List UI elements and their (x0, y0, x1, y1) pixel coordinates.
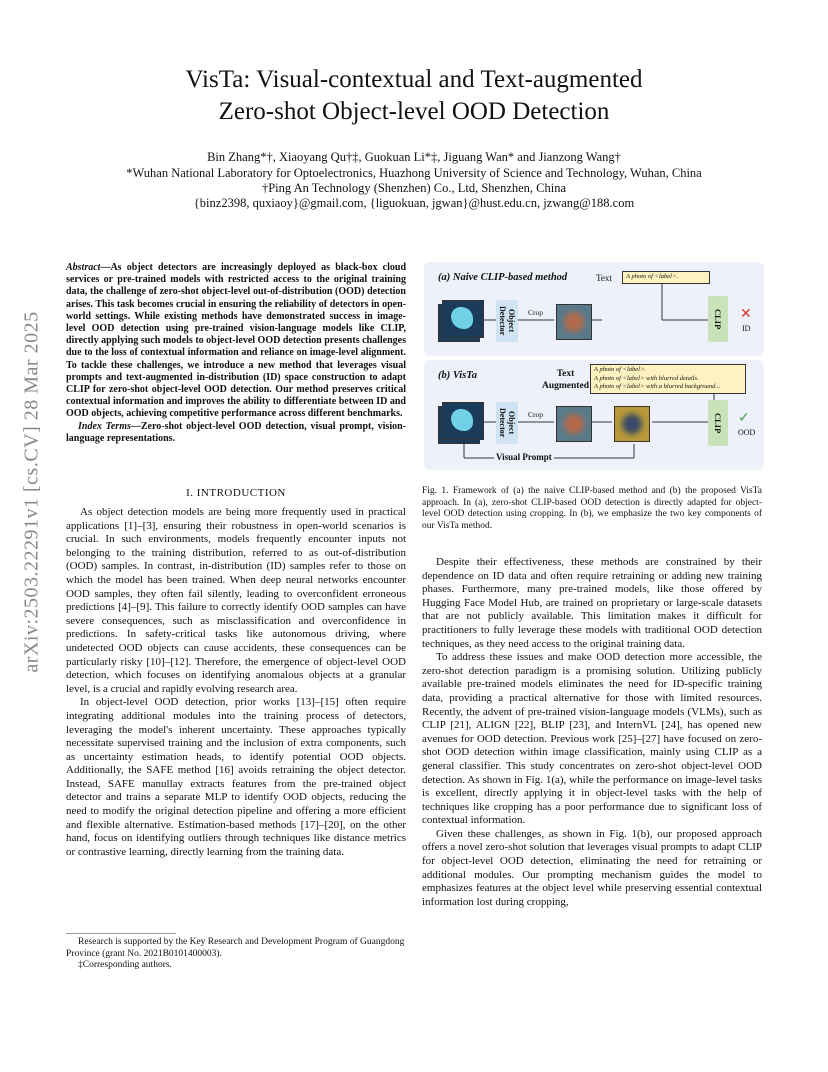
result-label-b: OOD (738, 428, 756, 437)
arxiv-stamp-text: arXiv:2503.22291v1 [cs.CV] 28 Mar 2025 (20, 311, 43, 673)
crop-label-b: Crop (528, 410, 543, 419)
figure-caption: Fig. 1. Framework of (a) the naive CLIP-based method and (b) the proposed VisTa approach. In (a), zero-shot CLIP-based OOD detection is directly adapted for object-level OOD detection using cropping. In (b), we emphasize the two key components of our VisTa method. (422, 486, 762, 531)
figure-1 (424, 262, 764, 472)
prompt-box-b (590, 364, 746, 394)
crop-label-a: Crop (528, 308, 543, 317)
result-label-a: ID (742, 324, 751, 333)
footnote-corresponding: ‡Corresponding authors. (78, 960, 172, 970)
prompt-b-1: A photo of <label>. (594, 366, 646, 373)
object-detector-a: Object Detector (496, 300, 518, 342)
right-paragraph-2: To address these issues and make OOD detection more accessible, the zero-shot detection paradigm is a promising solution. Utilizing publicly available pre-trained models eliminates the need for ID-specific training data, providing a practical alternative for those with limited resources. Recently, the advent of pre-trained vision-language models (VLMs), such as CLIP [21], ALIGN [22], BLIP [23], and InternVL [24], has opened new avenues for OOD detection. Previous work [25]–[27] have focused on zero-shot OOD detection within image classification, mainly using CLIP as a general classifier. This study concentrates on zero-shot object-level OOD detection. As shown in Fig. 1(a), while the performance on image-level tasks is excellent, directly applying it in object-level tasks with the help of techniques like cropping has a poor performance due to significant loss of contextual information. (422, 651, 762, 827)
check-icon: ✓ (738, 410, 750, 426)
left-column-body (66, 506, 406, 859)
prompt-b-3: A photo of <label> with a blurred background... (594, 383, 721, 391)
affiliation-1: *Wuhan National Laboratory for Optoelectronics, Huazhong University of Science and Technology, Wuhan, China (126, 166, 702, 180)
title-line-1: VisTa: Visual-contextual and Text-augmented (185, 66, 643, 93)
index-terms-text: —Zero-shot object-level OOD detection, visual prompt, vision-language representations. (66, 420, 406, 444)
clip-encoder-b: CLIP (708, 400, 728, 446)
author-list: Bin Zhang*†, Xiaoyang Qu†‡, Guokuan Li*‡, Jiguang Wan* and Jianzong Wang† (207, 150, 621, 164)
clip-encoder-a: CLIP (708, 296, 728, 342)
object-detector-b: Object Detector (496, 402, 518, 444)
footnote-rule (66, 933, 176, 934)
abstract-text: —As object detectors are increasingly deployed as black-box cloud services or pre-trained models with restricted access to the original training data, the challenge of zero-shot object-level out-of-distribution (OOD) detection arises. This task becomes crucial in ensuring the reliability of detectors in open-world settings. While existing methods have demonstrated success in image-level OOD detection using pre-trained vision-language models like CLIP, directly applying such models to object-level OOD detection presents challenges due to the loss of contextual information and reliance on image-level alignment. To tackle these challenges, we introduce a new method that leverages visual prompts and text-augmented in-distribution (ID) space construction to adapt CLIP for zero-shot object-level OOD detection. Our method preserves critical contextual information and improves the ability to differentiate between ID and OOD objects, achieving competitive performance across different benchmarks. (66, 262, 406, 420)
right-paragraph-3: Given these challenges, as shown in Fig. 1(b), our proposed approach offers a novel zero-shot solution that leverages visual prompts to adapt CLIP for object-level OOD detection, eliminating the need for retraining or additional modules. Our prompting mechanism guides the model to emphasizes features at the object level while preserving essential contextual information lost during cropping, (422, 827, 762, 908)
paper-title (0, 64, 828, 128)
visual-prompt-image (614, 406, 650, 442)
affiliation-2: †Ping An Technology (Shenzhen) Co., Ltd, Shenzhen, China (261, 181, 567, 195)
abstract-label: Abstract (66, 262, 101, 273)
panel-a-label: (a) Naive CLIP-based method (438, 272, 568, 283)
section-heading-introduction: I. INTRODUCTION (186, 487, 286, 499)
cross-icon: ✕ (740, 306, 752, 322)
intro-paragraph-2: In object-level OOD detection, prior works [13]–[15] often require integrating additional modules into the training process of detectors, leveraging the model's inherent uncertainty. These approaches typically necessitate supervised training and the inclusion of extra components, such as uncertainty estimation heads, to identify potential OOD objects. Additionally, the SAFE method [16] avoids retraining the object detector. Instead, SAFE manullay extracts features from the pre-trained object detector and trains a separate MLP to identify OOD objects, reducing the need to modify the original detection pipeline and offering a more efficient and flexible alternative. Estimation-based methods [17]–[20], on the other hand, focus on identifying outliers through techniques like distance metrics or contrastive learning, directly learning from the training data. (66, 696, 406, 858)
input-image-b-front (442, 402, 484, 440)
input-image-a-front (442, 300, 484, 338)
prompt-box-a: A photo of <label>. (622, 271, 710, 284)
cropped-object-b (556, 406, 592, 442)
footnote-funding: Research is supported by the Key Research and Development Program of Guangdong Province (grant No. 2021B0101400003). (66, 937, 405, 959)
index-terms-label: Index Terms (78, 420, 131, 432)
text-augmented-label: Text Augmented (542, 369, 589, 391)
intro-paragraph-1: As object detection models are being more frequently used in practical applications [1]–[3], ensuring their robustness in open-world scenarios is crucial. In such environments, models frequently encounter inputs not belonging to the training distribution, referred to as out-of-distribution (OOD) samples. In contrast, in-distribution (ID) samples refer to those on which the model has been trained. When deep neural networks encounter OOD samples, they often fail silently, leading to overconfident erroneous predictions [4]–[9]. This failure to correctly identify OOD samples can have severe consequences, such as misclassification and overconfidence in predictions. In safety-critical tasks like autonomous driving, where undetected OOD objects can cause accidents, these consequences can be particularly risky [10]–[12]. Therefore, the emergence of object-level OOD detection, which focuses on identifying anomalous objects at a granular level, is a crucial and rapidly evolving research area. (66, 506, 406, 695)
cropped-object-a (556, 304, 592, 340)
author-emails: {binz2398, quxiaoy}@gmail.com, {liguokuan, jgwan}@hust.edu.cn, jzwang@188.com (193, 196, 635, 210)
prompt-b-2: A photo of <label> with blurred details. (594, 374, 699, 382)
visual-prompt-label: Visual Prompt (496, 452, 552, 462)
text-label: Text (596, 273, 612, 283)
abstract (66, 262, 406, 445)
title-line-2: Zero-shot Object-level OOD Detection (218, 98, 610, 125)
arxiv-stamp (10, 282, 54, 702)
panel-b-label: (b) VisTa (438, 370, 477, 381)
right-column-body (422, 556, 762, 909)
footnotes (66, 937, 406, 972)
right-paragraph-1: Despite their effectiveness, these methods are constrained by their dependence on ID data and often require retraining or adding new training phases. Furthermore, many pre-trained models, like those offered by Hugging Face Model Hub, are trained on proprietary or large-scale datasets that are not publicly available. This limitation makes it difficult for practitioners to fully leverage these models with traditional OOD detection techniques, as they need access to the original training data. (422, 556, 762, 650)
